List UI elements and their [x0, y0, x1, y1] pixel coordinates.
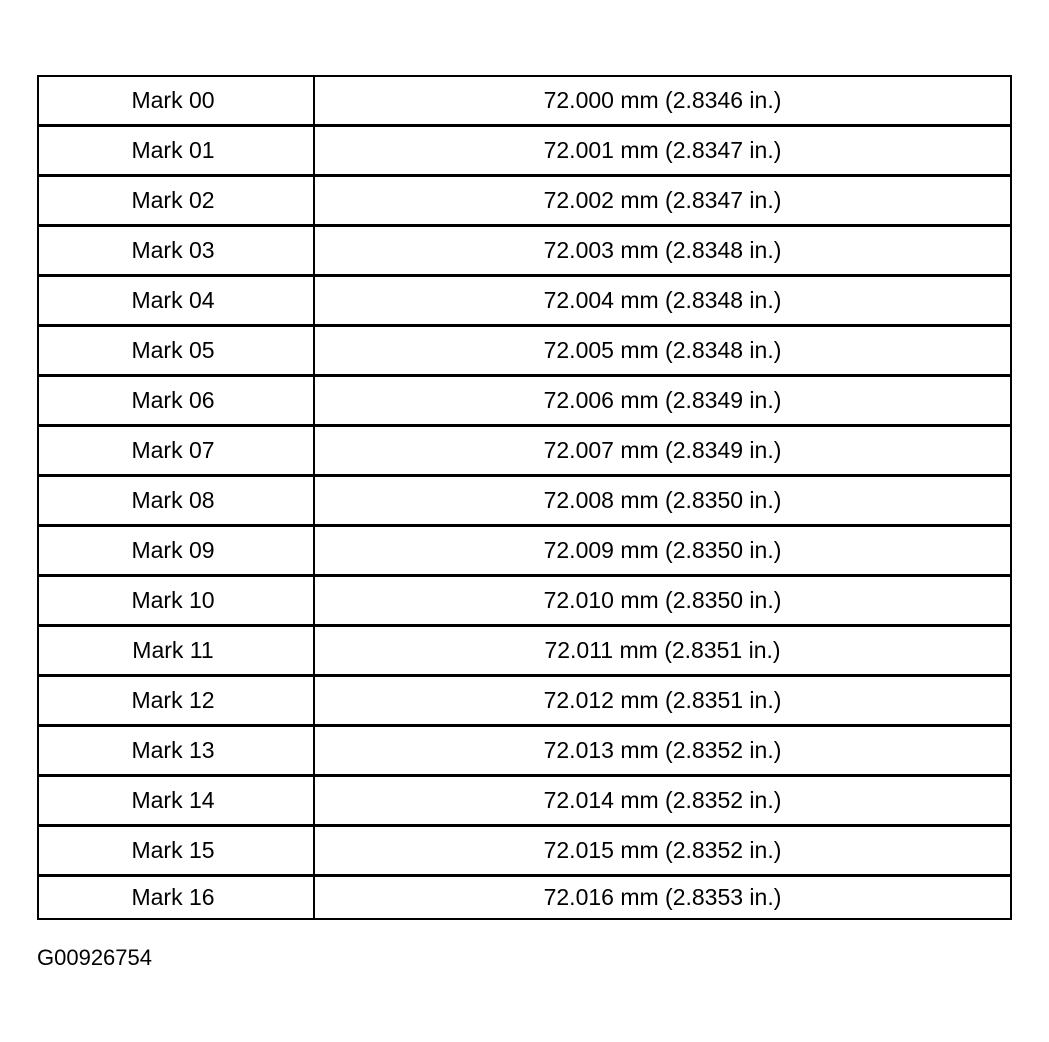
table-row	[38, 676, 1011, 726]
mark-cell: Mark 06	[38, 376, 314, 426]
value-cell: 72.002 mm (2.8347 in.)	[314, 176, 1011, 226]
value-cell: 72.004 mm (2.8348 in.)	[314, 276, 1011, 326]
value-cell: 72.010 mm (2.8350 in.)	[314, 576, 1011, 626]
table-row	[38, 426, 1011, 476]
value-cell: 72.016 mm (2.8353 in.)	[314, 876, 1011, 920]
mark-cell: Mark 15	[38, 826, 314, 876]
mark-cell: Mark 12	[38, 676, 314, 726]
mark-cell: Mark 11	[38, 626, 314, 676]
mark-cell: Mark 04	[38, 276, 314, 326]
table-row	[38, 526, 1011, 576]
table-row	[38, 626, 1011, 676]
table-row	[38, 126, 1011, 176]
value-cell: 72.008 mm (2.8350 in.)	[314, 476, 1011, 526]
table-row	[38, 76, 1011, 126]
mark-cell: Mark 16	[38, 876, 314, 920]
mark-cell: Mark 07	[38, 426, 314, 476]
table-row	[38, 576, 1011, 626]
table-row	[38, 376, 1011, 426]
mark-cell: Mark 14	[38, 776, 314, 826]
table-row	[38, 176, 1011, 226]
value-cell: 72.007 mm (2.8349 in.)	[314, 426, 1011, 476]
value-cell: 72.014 mm (2.8352 in.)	[314, 776, 1011, 826]
value-cell: 72.015 mm (2.8352 in.)	[314, 826, 1011, 876]
mark-cell: Mark 05	[38, 326, 314, 376]
table-row	[38, 476, 1011, 526]
table-row	[38, 226, 1011, 276]
value-cell: 72.013 mm (2.8352 in.)	[314, 726, 1011, 776]
value-cell: 72.011 mm (2.8351 in.)	[314, 626, 1011, 676]
table-row	[38, 876, 1011, 920]
mark-cell: Mark 02	[38, 176, 314, 226]
value-cell: 72.006 mm (2.8349 in.)	[314, 376, 1011, 426]
mark-cell: Mark 09	[38, 526, 314, 576]
value-cell: 72.005 mm (2.8348 in.)	[314, 326, 1011, 376]
table-row	[38, 326, 1011, 376]
mark-cell: Mark 08	[38, 476, 314, 526]
mark-cell: Mark 13	[38, 726, 314, 776]
value-cell: 72.009 mm (2.8350 in.)	[314, 526, 1011, 576]
mark-cell: Mark 00	[38, 76, 314, 126]
mark-cell: Mark 03	[38, 226, 314, 276]
value-cell: 72.003 mm (2.8348 in.)	[314, 226, 1011, 276]
mark-cell: Mark 10	[38, 576, 314, 626]
table-row	[38, 276, 1011, 326]
value-cell: 72.000 mm (2.8346 in.)	[314, 76, 1011, 126]
bore-size-table	[37, 75, 1012, 920]
mark-cell: Mark 01	[38, 126, 314, 176]
table-row	[38, 726, 1011, 776]
table-row	[38, 776, 1011, 826]
value-cell: 72.001 mm (2.8347 in.)	[314, 126, 1011, 176]
value-cell: 72.012 mm (2.8351 in.)	[314, 676, 1011, 726]
figure-id: G00926754	[37, 945, 152, 970]
table-row	[38, 826, 1011, 876]
